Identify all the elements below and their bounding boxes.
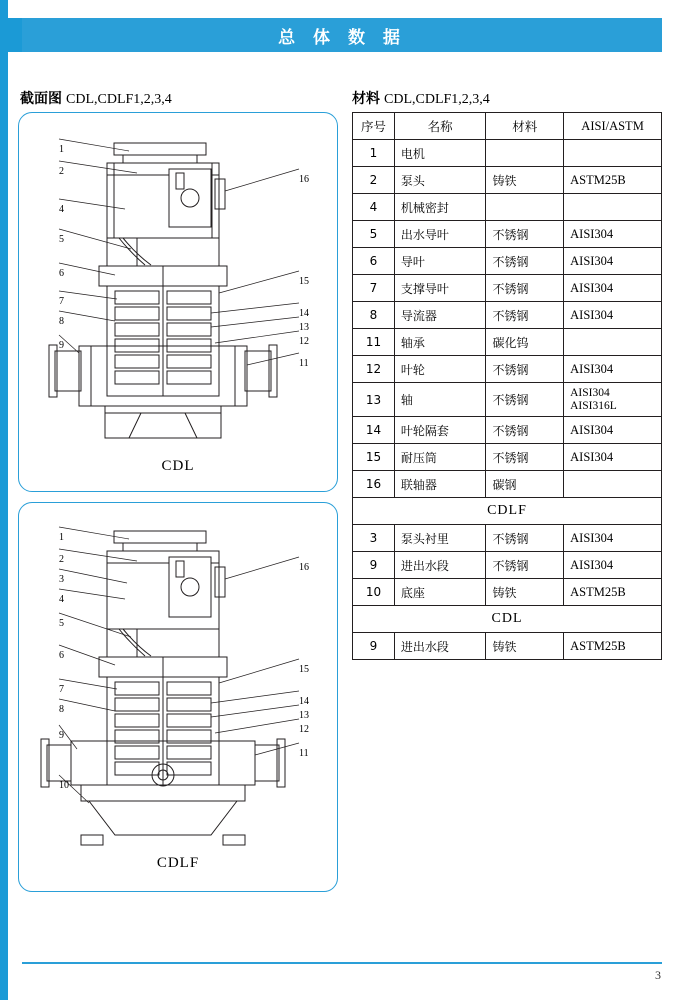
page-header-banner bbox=[22, 18, 662, 52]
callout-cdlf-8: 8 bbox=[59, 704, 64, 715]
callout-cdl-2: 2 bbox=[59, 166, 64, 177]
table-row bbox=[353, 140, 662, 167]
cell-name: 叶轮隔套 bbox=[394, 417, 486, 444]
cell-astm bbox=[564, 329, 662, 356]
table-row bbox=[353, 329, 662, 356]
section-title-material-label: 材料 bbox=[352, 91, 380, 107]
table-header-row bbox=[353, 113, 662, 140]
cell-astm: AISI304 bbox=[564, 525, 662, 552]
table-group-row bbox=[353, 606, 662, 633]
footer-rule bbox=[22, 962, 662, 964]
cell-material: 不锈钢 bbox=[486, 552, 564, 579]
callout-cdlf-10: 10 bbox=[59, 780, 69, 791]
cell-material: 不锈钢 bbox=[486, 275, 564, 302]
cell-astm: AISI304 bbox=[564, 275, 662, 302]
callout-cdlf-5: 5 bbox=[59, 618, 64, 629]
table-row bbox=[353, 444, 662, 471]
table-row bbox=[353, 552, 662, 579]
callout-cdl-5: 5 bbox=[59, 234, 64, 245]
cell-astm bbox=[564, 471, 662, 498]
callout-cdlf-6: 6 bbox=[59, 650, 64, 661]
page-title: 总 体 数 据 bbox=[278, 27, 406, 48]
cell-material: 不锈钢 bbox=[486, 248, 564, 275]
table-row bbox=[353, 525, 662, 552]
cell-material: 不锈钢 bbox=[486, 221, 564, 248]
cell-astm: ASTM25B bbox=[564, 167, 662, 194]
cell-astm bbox=[564, 140, 662, 167]
cell-num: 9 bbox=[353, 552, 395, 579]
cell-astm bbox=[564, 194, 662, 221]
col-header-material: 材料 bbox=[486, 113, 564, 140]
cell-num: 8 bbox=[353, 302, 395, 329]
cell-num: 16 bbox=[353, 471, 395, 498]
diagram-cdl-drawing bbox=[19, 113, 337, 453]
cell-num: 12 bbox=[353, 356, 395, 383]
cell-name: 耐压筒 bbox=[394, 444, 486, 471]
cell-material: 铸铁 bbox=[486, 167, 564, 194]
cell-material: 碳化钨 bbox=[486, 329, 564, 356]
cell-material: 铸铁 bbox=[486, 579, 564, 606]
cell-num: 1 bbox=[353, 140, 395, 167]
cell-name: 出水导叶 bbox=[394, 221, 486, 248]
col-header-num: 序号 bbox=[353, 113, 395, 140]
diagram-cdlf-caption: CDLF bbox=[156, 855, 200, 871]
callout-cdl-11: 11 bbox=[299, 358, 309, 369]
table-row bbox=[353, 471, 662, 498]
callout-cdl-15: 15 bbox=[299, 276, 309, 287]
cell-name: 进出水段 bbox=[394, 633, 486, 660]
callout-cdl-16: 16 bbox=[299, 174, 309, 185]
table-row bbox=[353, 167, 662, 194]
cell-astm: AISI304 bbox=[564, 552, 662, 579]
table-row bbox=[353, 356, 662, 383]
cell-material: 不锈钢 bbox=[486, 444, 564, 471]
table-row bbox=[353, 248, 662, 275]
cell-num: 10 bbox=[353, 579, 395, 606]
left-color-rail bbox=[0, 0, 8, 1000]
page-number: 3 bbox=[655, 968, 661, 982]
table-row bbox=[353, 302, 662, 329]
section-title-drawing bbox=[20, 88, 172, 108]
cell-num: 3 bbox=[353, 525, 395, 552]
banner-left-cap bbox=[0, 18, 22, 52]
cell-name: 叶轮 bbox=[394, 356, 486, 383]
cell-astm: ASTM25B bbox=[564, 633, 662, 660]
callout-cdlf-3: 3 bbox=[59, 574, 64, 585]
cell-material: 不锈钢 bbox=[486, 356, 564, 383]
cell-name: 支撑导叶 bbox=[394, 275, 486, 302]
table-row bbox=[353, 417, 662, 444]
callout-cdlf-14: 14 bbox=[299, 696, 309, 707]
table-group-row bbox=[353, 498, 662, 525]
cell-astm: AISI304 bbox=[564, 302, 662, 329]
callout-cdl-9: 9 bbox=[59, 340, 64, 351]
callout-cdl-6: 6 bbox=[59, 268, 64, 279]
cell-name: 电机 bbox=[394, 140, 486, 167]
section-title-material bbox=[352, 88, 490, 108]
table-group-label: CDL bbox=[353, 606, 662, 633]
cell-name: 轴承 bbox=[394, 329, 486, 356]
cell-num: 2 bbox=[353, 167, 395, 194]
cell-name: 导叶 bbox=[394, 248, 486, 275]
cell-material bbox=[486, 140, 564, 167]
callout-cdlf-16: 16 bbox=[299, 562, 309, 573]
section-title-drawing-sub: CDL,CDLF1,2,3,4 bbox=[66, 92, 172, 107]
diagram-cdlf bbox=[18, 502, 338, 892]
callout-cdl-13: 13 bbox=[299, 322, 309, 333]
table-row bbox=[353, 221, 662, 248]
cell-astm: AISI304 bbox=[564, 248, 662, 275]
cell-num: 6 bbox=[353, 248, 395, 275]
cell-name: 导流器 bbox=[394, 302, 486, 329]
cell-num: 15 bbox=[353, 444, 395, 471]
callout-cdl-4: 4 bbox=[59, 204, 64, 215]
callout-cdl-1: 1 bbox=[59, 144, 64, 155]
section-title-drawing-label: 截面图 bbox=[20, 91, 62, 107]
cell-material: 碳钢 bbox=[486, 471, 564, 498]
cell-material: 不锈钢 bbox=[486, 417, 564, 444]
callout-cdlf-12: 12 bbox=[299, 724, 309, 735]
cell-material: 不锈钢 bbox=[486, 302, 564, 329]
callout-cdlf-1: 1 bbox=[59, 532, 64, 543]
callout-cdl-12: 12 bbox=[299, 336, 309, 347]
cell-num: 9 bbox=[353, 633, 395, 660]
cell-material: 铸铁 bbox=[486, 633, 564, 660]
table-group-label: CDLF bbox=[353, 498, 662, 525]
col-header-name: 名称 bbox=[394, 113, 486, 140]
cell-num: 7 bbox=[353, 275, 395, 302]
table-row bbox=[353, 633, 662, 660]
cell-num: 11 bbox=[353, 329, 395, 356]
callout-cdlf-11: 11 bbox=[299, 748, 309, 759]
callout-cdlf-9: 9 bbox=[59, 730, 64, 741]
material-table bbox=[352, 112, 662, 660]
cell-material bbox=[486, 194, 564, 221]
cell-name: 轴 bbox=[394, 383, 486, 417]
callout-cdlf-7: 7 bbox=[59, 684, 64, 695]
callout-cdlf-15: 15 bbox=[299, 664, 309, 675]
cell-astm: ASTM25B bbox=[564, 579, 662, 606]
cell-name: 机械密封 bbox=[394, 194, 486, 221]
cell-num: 13 bbox=[353, 383, 395, 417]
cell-astm: AISI304 bbox=[564, 221, 662, 248]
callout-cdlf-4: 4 bbox=[59, 594, 64, 605]
cell-num: 14 bbox=[353, 417, 395, 444]
callout-cdl-8: 8 bbox=[59, 316, 64, 327]
material-table-body bbox=[353, 140, 662, 660]
callout-cdl-14: 14 bbox=[299, 308, 309, 319]
cell-astm: AISI304 AISI316L bbox=[564, 383, 662, 417]
callout-cdl-7: 7 bbox=[59, 296, 64, 307]
table-row bbox=[353, 579, 662, 606]
cell-astm: AISI304 bbox=[564, 356, 662, 383]
cell-astm: AISI304 bbox=[564, 444, 662, 471]
table-row bbox=[353, 194, 662, 221]
callout-cdlf-13: 13 bbox=[299, 710, 309, 721]
cell-name: 泵头 bbox=[394, 167, 486, 194]
table-row bbox=[353, 383, 662, 417]
diagram-cdl bbox=[18, 112, 338, 492]
cell-num: 4 bbox=[353, 194, 395, 221]
material-table-wrap bbox=[352, 112, 662, 660]
cell-name: 联轴器 bbox=[394, 471, 486, 498]
diagram-cdl-caption: CDL bbox=[161, 458, 195, 474]
cell-material: 不锈钢 bbox=[486, 525, 564, 552]
cell-name: 泵头衬里 bbox=[394, 525, 486, 552]
cell-name: 进出水段 bbox=[394, 552, 486, 579]
cell-material: 不锈钢 bbox=[486, 383, 564, 417]
cell-astm: AISI304 bbox=[564, 417, 662, 444]
diagram-cdlf-drawing bbox=[19, 503, 337, 853]
cell-name: 底座 bbox=[394, 579, 486, 606]
callout-cdlf-2: 2 bbox=[59, 554, 64, 565]
section-title-material-sub: CDL,CDLF1,2,3,4 bbox=[384, 92, 490, 107]
table-row bbox=[353, 275, 662, 302]
material-table-head bbox=[353, 113, 662, 140]
col-header-astm: AISI/ASTM bbox=[564, 113, 662, 140]
cell-num: 5 bbox=[353, 221, 395, 248]
